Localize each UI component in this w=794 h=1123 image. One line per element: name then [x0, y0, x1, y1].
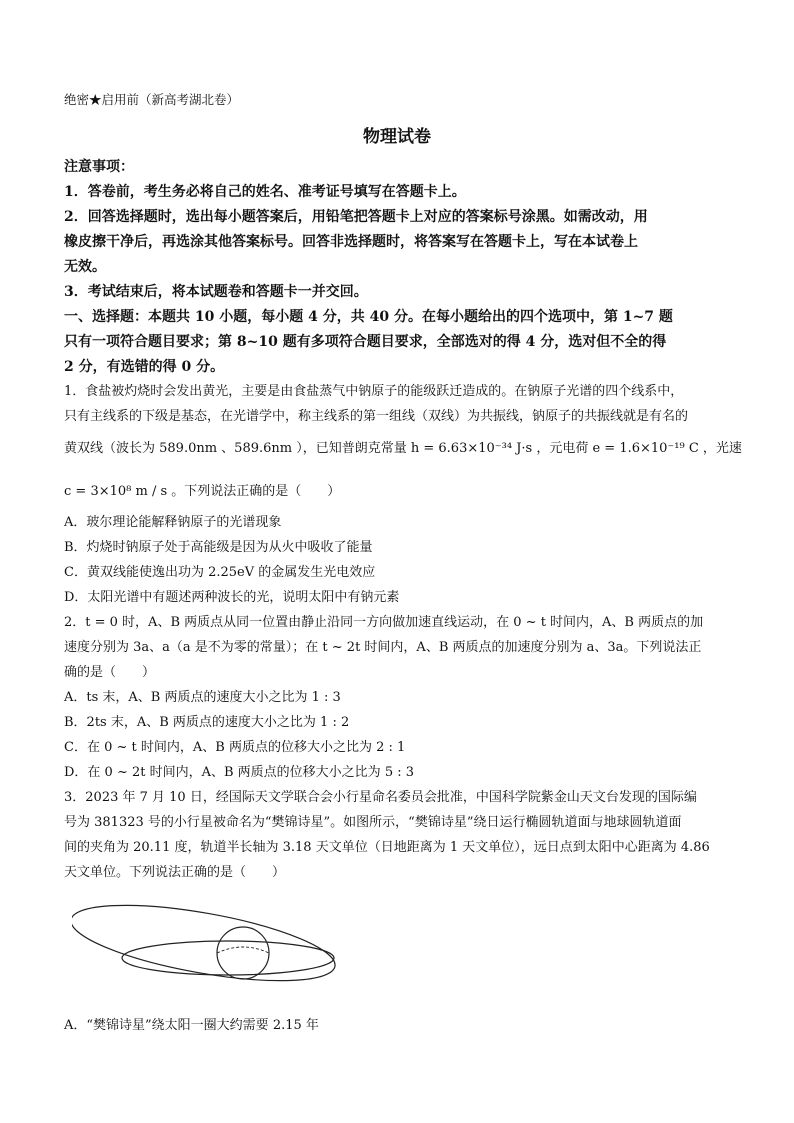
question-1-stem: c = 3×10⁸ m / s 。下列说法正确的是（ ） [64, 484, 341, 499]
section-instruction: 一、选择题：本题共 10 小题，每小题 4 分，共 40 分。在每小题给出的四个选项中，第 1~7 题 [64, 309, 673, 325]
notice-item: 橡皮擦干净后，再选涂其他答案标号。回答非选择题时，将答案写在答题卡上，写在本试卷上 [64, 234, 638, 250]
question-1-stem: 1．食盐被灼烧时会发出黄光，主要是由食盐蒸气中钠原子的能级跃迁造成的。在钠原子光谱的四个线系中， [64, 384, 684, 399]
question-1-option: D．太阳光谱中有题述两种波长的光，说明太阳中有钠元素 [64, 590, 400, 605]
section-instruction: 2 分，有选错的得 0 分。 [64, 359, 225, 375]
notice-item: 3．考试结束后，将本试题卷和答题卡一并交回。 [64, 284, 368, 300]
question-2-option: D．在 0 ~ 2t 时间内，A、B 两质点的位移大小之比为 5 : 3 [64, 765, 415, 780]
page-title: 物理试卷 [363, 127, 431, 147]
question-1-stem: 只有主线系的下级是基态，在光谱学中，称主线系的第一组线（双线）为共振线，钠原子的共振线就是有名的 [64, 409, 689, 424]
notice-item: 2．回答选择题时，选出每小题答案后，用铅笔把答题卡上对应的答案标号涂黑。如需改动，用 [64, 209, 648, 225]
earth-orbit-ellipse [122, 941, 334, 975]
notice-item: 无效。 [64, 259, 106, 275]
sun-sphere [217, 927, 269, 979]
question-2-stem: 2．t = 0 时，A、B 两质点从同一位置由静止沿同一方向做加速直线运动，在 0 ~ t 时间内，A、B 两质点的加 [64, 615, 704, 630]
section-instruction: 只有一项符合题目要求；第 8~10 题有多项符合题目要求，全部选对的得 4 分，选对但不全的得 [64, 334, 667, 350]
question-1-option: A．玻尔理论能解释钠原子的光谱现象 [64, 515, 282, 530]
notice-heading: 注意事项： [64, 159, 134, 175]
sun-equator-dashed [217, 947, 269, 953]
question-3-stem: 天文单位。下列说法正确的是（ ） [64, 865, 286, 880]
question-3-option: A．“樊锦诗星”绕太阳一圈大约需要 2.15 年 [64, 1018, 319, 1033]
question-2-stem: 确的是（ ） [64, 665, 156, 680]
orbit-diagram [72, 898, 348, 998]
question-3-stem: 号为 381323 号的小行星被命名为“樊锦诗星”。如图所示，“樊锦诗星”绕日运行椭圆轨道面与地球圆轨道面 [64, 815, 682, 830]
question-1-stem: 黄双线（波长为 589.0nm 、589.6nm ），已知普朗克常量 h = 6.63×10⁻³⁴ J·s ，元电荷 e = 1.6×10⁻¹⁹ C ，光速 [64, 441, 742, 456]
question-2-option: A．ts 末，A、B 两质点的速度大小之比为 1 : 3 [64, 690, 341, 705]
secret-header: 绝密★启用前（新高考湖北卷） [64, 92, 240, 107]
asteroid-orbit-ellipse [72, 898, 340, 996]
question-3-stem: 3．2023 年 7 月 10 日，经国际天文学联合会小行星命名委员会批准，中国科学院紫金山天文台发现的国际编 [64, 790, 697, 805]
question-1-option: C．黄双线能使逸出功为 2.25eV 的金属发生光电效应 [64, 565, 376, 580]
question-2-option: B．2ts 末，A、B 两质点的速度大小之比为 1 : 2 [64, 715, 350, 730]
question-2-option: C．在 0 ~ t 时间内，A、B 两质点的位移大小之比为 2 : 1 [64, 740, 406, 755]
question-1-option: B．灼烧时钠原子处于高能级是因为从火中吸收了能量 [64, 540, 373, 555]
question-2-stem: 速度分别为 3a、a（a 是不为零的常量）；在 t ~ 2t 时间内，A、B 两质点的加速度分别为 a、3a。下列说法正 [64, 640, 702, 655]
notice-item: 1．答卷前，考生务必将自己的姓名、准考证号填写在答题卡上。 [64, 184, 466, 200]
question-3-stem: 间的夹角为 20.11 度，轨道半长轴为 3.18 天文单位（日地距离为 1 天文单位），远日点到太阳中心距离为 4.86 [64, 840, 710, 855]
